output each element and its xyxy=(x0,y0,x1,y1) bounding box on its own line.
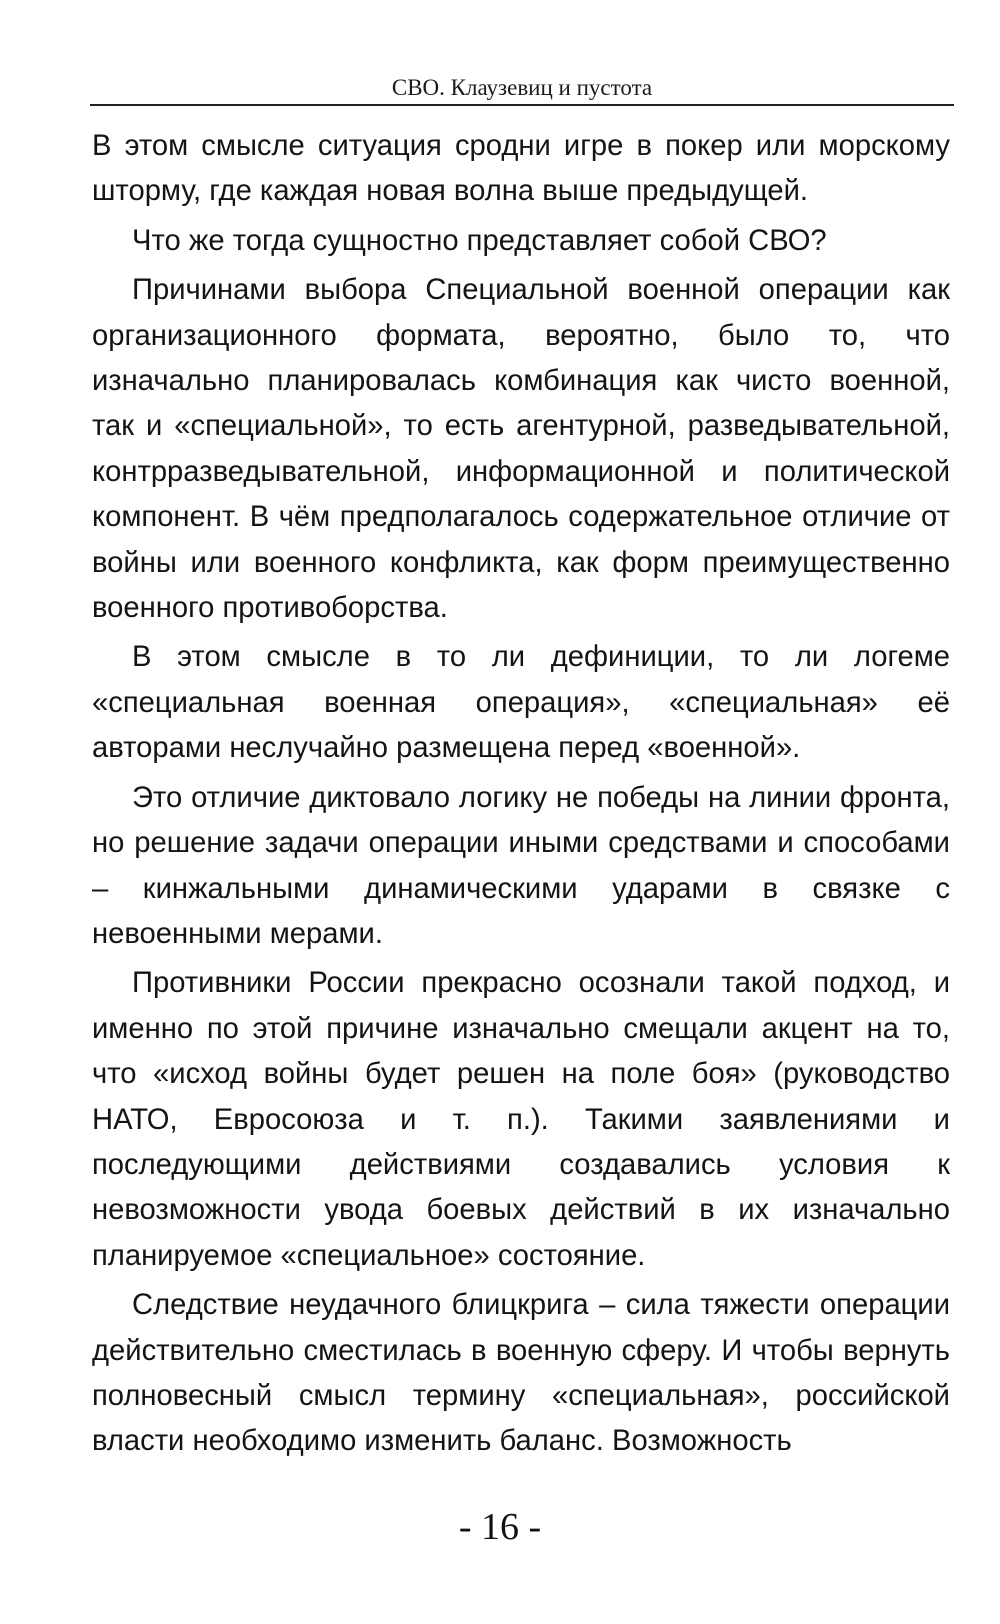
page-number: - 16 - xyxy=(458,1506,542,1548)
page-body xyxy=(92,124,950,1469)
running-header: СВО. Клаузевиц и пустота xyxy=(391,75,653,100)
paragraph-6: Противники России прекрасно осознали такой подход, и именно по этой причине изначально смещали акцент на то, что «исход войны будет решен на поле боя» (руководство НАТО, Евросоюза и т. п.). Такими заявлениями и последующими действиями создавались условия к невозможности увода боевых действий в их изначально планируемое «специальное» состояние. xyxy=(92,967,950,1272)
paragraph-3: Причинами выбора Специальной военной операции как организационного формата, вероятно, было то, что изначально планировалась комбинация как чисто военной, так и «специальной», то есть агентурной, разведывательной, контрразведывательной, информационной и политической компонент. В чём предполагалось содержательное отличие от войны или военного конфликта, как форм преимущественно военного противоборства. xyxy=(92,274,950,625)
paragraph-1: В этом смысле ситуация сродни игре в покер или морскому шторму, где каждая новая волна выше предыдущей. xyxy=(92,130,950,208)
paragraph-7: Следствие неудачного блицкрига – сила тяжести операции действительно сместилась в военную сферу. И чтобы вернуть полновесный смысл термину «специальная», российской власти необходимо изменить баланс. Возможность xyxy=(92,1289,950,1458)
paragraph-5: Это отличие диктовало логику не победы на линии фронта, но решение задачи операции иными средствами и способами – кинжальными динамическими ударами в связке с невоенными мерами. xyxy=(92,781,950,950)
paragraph-4: В этом смысле в то ли дефиниции, то ли логеме «специальная военная операция», «специальная» её авторами неслучайно размещена перед «военной». xyxy=(92,641,950,765)
paragraph-2: Что же тогда сущностно представляет собой СВО? xyxy=(132,224,827,257)
header-divider xyxy=(90,104,954,106)
